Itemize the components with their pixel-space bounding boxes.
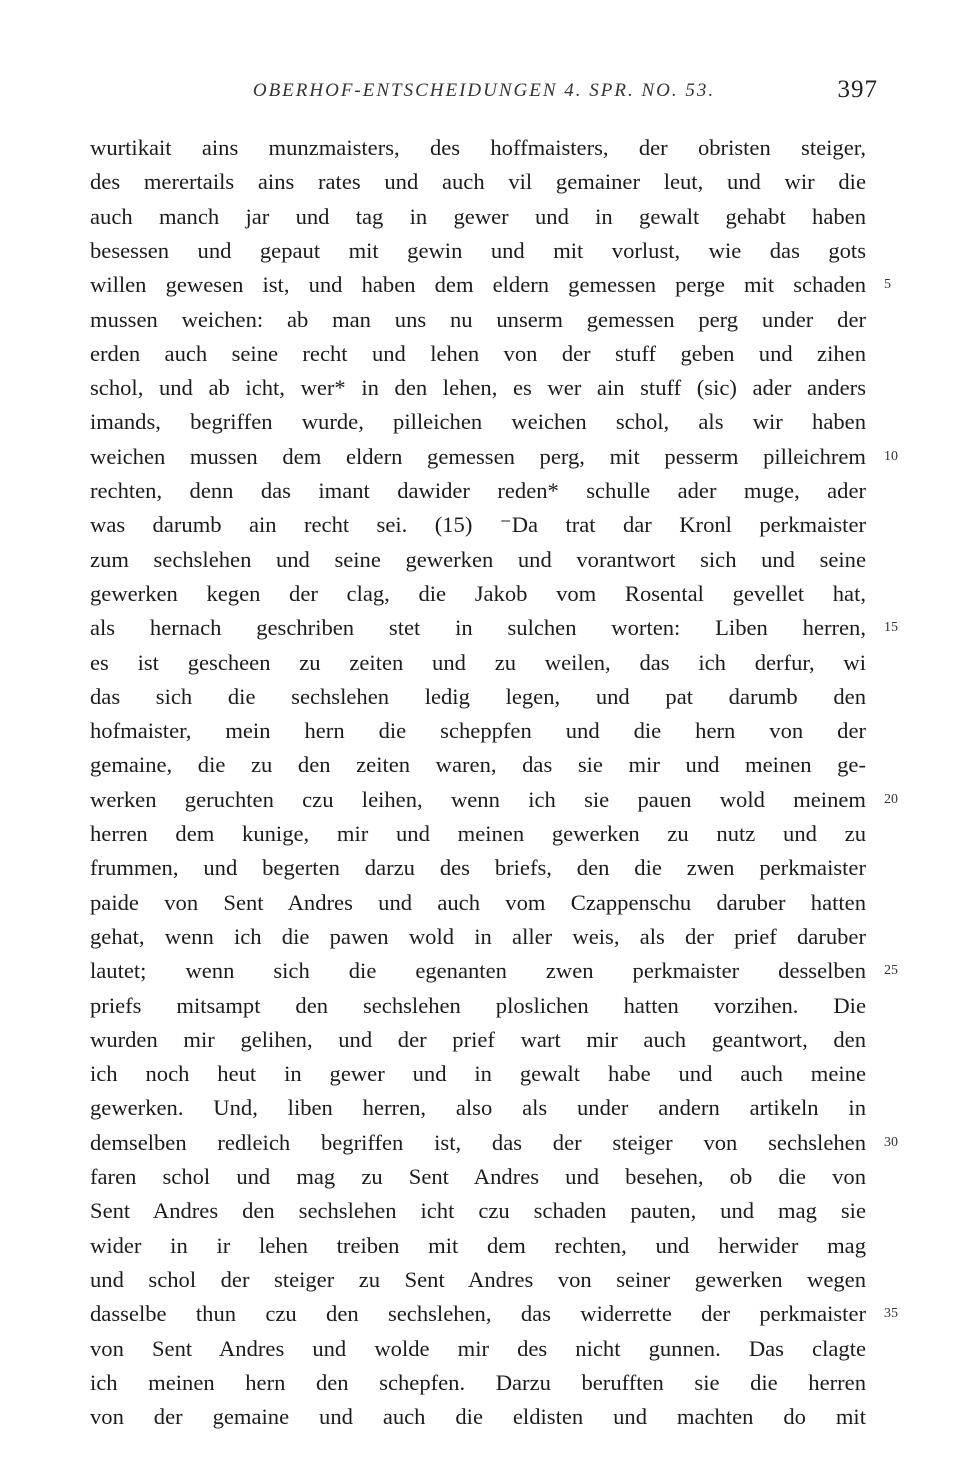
text-line: gemaine, die zu den zeiten waren, das sie mir und meinen ge- <box>90 752 866 778</box>
text-line: gewerken. Und, liben herren, also als under andern artikeln in <box>90 1095 866 1121</box>
text-line: schol, und ab icht, wer* in den lehen, es wer ain stuff (sic) ader anders <box>90 375 866 401</box>
text-line: demselben redleich begriffen ist, das der steiger von sechslehen <box>90 1129 866 1155</box>
text-line: mussen weichen: ab man uns nu unserm gemessen perg under der <box>90 306 866 332</box>
text-line: zum sechslehen und seine gewerken und vorantwort sich und seine <box>90 546 866 572</box>
text-line: erden auch seine recht und lehen von der stuff geben und zihen <box>90 340 866 366</box>
text-line: als hernach geschriben stet in sulchen worten: Liben herren, <box>90 615 866 641</box>
text-line: paide von Sent Andres und auch vom Czappenschu daruber hatten <box>90 889 866 915</box>
text-line: frummen, und begerten darzu des briefs, den die zwen perkmaister <box>90 855 866 881</box>
text-line: herren dem kunige, mir und meinen gewerken zu nutz und zu <box>90 821 866 846</box>
line-number: 35 <box>884 1306 898 1322</box>
text-line: imands, begriffen wurde, pilleichen weichen schol, als wir haben <box>90 409 866 435</box>
text-line: hofmaister, mein hern die scheppfen und die hern von der <box>90 718 866 744</box>
text-line: willen gewesen ist, und haben dem eldern gemessen perge mit schaden <box>90 272 866 298</box>
text-line: ich noch heut in gewer und in gewalt habe und auch meine <box>90 1061 866 1087</box>
text-line: wurtikait ains munzmaisters, des hoffmaisters, der obristen steiger, <box>90 135 866 160</box>
text-line: von Sent Andres und wolde mir des nicht gunnen. Das clagte <box>90 1335 866 1361</box>
text-line: auch manch jar und tag in gewer und in gewalt gehabt haben <box>90 203 866 229</box>
text-line: von der gemaine und auch die eldisten und machten do mit <box>90 1404 866 1430</box>
line-number: 15 <box>884 620 898 636</box>
text-line: werken geruchten czu leihen, wenn ich sie pauen wold meinem <box>90 786 866 812</box>
text-line: was darumb ain recht sei. (15) ⁻Da trat dar Kronl perkmaister <box>90 512 866 538</box>
text-line: gewerken kegen der clag, die Jakob vom Rosental gevellet hat, <box>90 580 866 606</box>
text-line: weichen mussen dem eldern gemessen perg, mit pesserm pilleichrem <box>90 443 866 469</box>
text-line: das sich die sechslehen ledig legen, und pat darumb den <box>90 683 866 709</box>
line-number: 10 <box>884 448 898 464</box>
text-line: wurden mir gelihen, und der prief wart mir auch geantwort, den <box>90 1026 866 1052</box>
line-number: 25 <box>884 963 898 979</box>
text-line: gehat, wenn ich die pawen wold in aller weis, als der prief daruber <box>90 923 866 949</box>
line-number: 20 <box>884 791 898 807</box>
text-line: ich meinen hern den schepfen. Darzu berufften sie die herren <box>90 1369 866 1395</box>
text-line: lautet; wenn sich die egenanten zwen perkmaister desselben <box>90 958 866 984</box>
text-line: und schol der steiger zu Sent Andres von seiner gewerken wegen <box>90 1266 866 1292</box>
text-line: rechten, denn das imant dawider reden* schulle ader muge, ader <box>90 478 866 503</box>
text-line: dasselbe thun czu den sechslehen, das widerrette der perkmaister <box>90 1301 866 1327</box>
text-line: wider in ir lehen treiben mit dem rechten, und herwider mag <box>90 1232 866 1258</box>
text-line: priefs mitsampt den sechslehen ploslichen hatten vorzihen. Die <box>90 992 866 1018</box>
running-title: OBERHOF-ENTSCHEIDUNGEN 4. SPR. NO. 53. <box>252 80 716 101</box>
text-line: es ist gescheen zu zeiten und zu weilen, das ich derfur, wi <box>90 649 866 675</box>
text-line: des merertails ains rates und auch vil gemainer leut, und wir die <box>90 169 866 195</box>
running-header <box>90 76 878 112</box>
line-number: 30 <box>884 1134 898 1150</box>
text-line: besessen und gepaut mit gewin und mit vorlust, wie das gots <box>90 237 866 263</box>
text-line: faren schol und mag zu Sent Andres und besehen, ob die von <box>90 1164 866 1189</box>
page-number: 397 <box>837 76 878 103</box>
text-line: Sent Andres den sechslehen icht czu schaden pauten, und mag sie <box>90 1198 866 1224</box>
line-number: 5 <box>884 277 891 293</box>
